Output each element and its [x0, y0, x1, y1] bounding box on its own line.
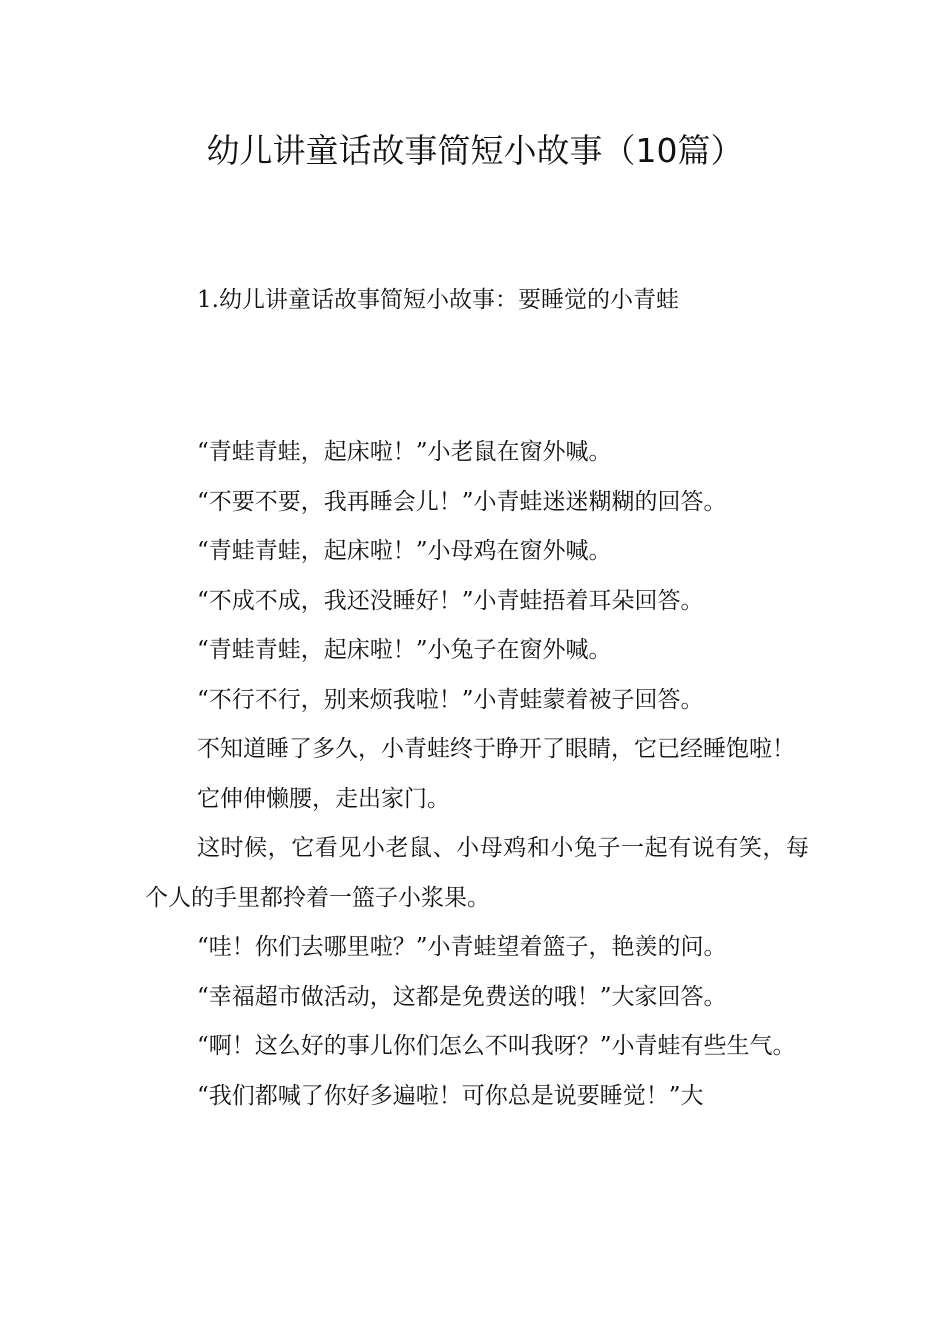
paragraph: “哇！你们去哪里啦？”小青蛙望着篮子，艳羡的问。	[197, 934, 727, 960]
paragraph: 这时候，它看见小老鼠、小母鸡和小兔子一起有说有笑，每个人的手里都拎着一篮子小浆果。	[145, 835, 809, 911]
section-heading: 1.幼儿讲童话故事简短小故事：要睡觉的小青蛙	[197, 287, 679, 313]
paragraph: “我们都喊了你好多遍啦！可你总是说要睡觉！”大	[197, 1082, 704, 1109]
story-body	[145, 428, 809, 1121]
paragraph: 它伸伸懒腰，走出家门。	[197, 785, 450, 812]
paragraph: “不成不成，我还没睡好！”小青蛙捂着耳朵回答。	[197, 587, 704, 614]
document-title: 幼儿讲童话故事简短小故事（10篇）	[206, 131, 744, 170]
paragraph: “不要不要，我再睡会儿！”小青蛙迷迷糊糊的回答。	[197, 488, 727, 515]
paragraph: “啊！这么好的事儿你们怎么不叫我呀？”小青蛙有些生气。	[197, 1033, 796, 1059]
paragraph: “不行不行，别来烦我啦！”小青蛙蒙着被子回答。	[197, 686, 704, 713]
paragraph: “青蛙青蛙，起床啦！”小兔子在窗外喊。	[197, 637, 612, 663]
paragraph: “青蛙青蛙，起床啦！”小老鼠在窗外喊。	[197, 439, 612, 465]
paragraph: 不知道睡了多久，小青蛙终于睁开了眼睛，它已经睡饱啦！	[197, 736, 795, 762]
paragraph: “幸福超市做活动，这都是免费送的哦！”大家回答。	[197, 983, 727, 1010]
paragraph: “青蛙青蛙，起床啦！”小母鸡在窗外喊。	[197, 538, 612, 564]
